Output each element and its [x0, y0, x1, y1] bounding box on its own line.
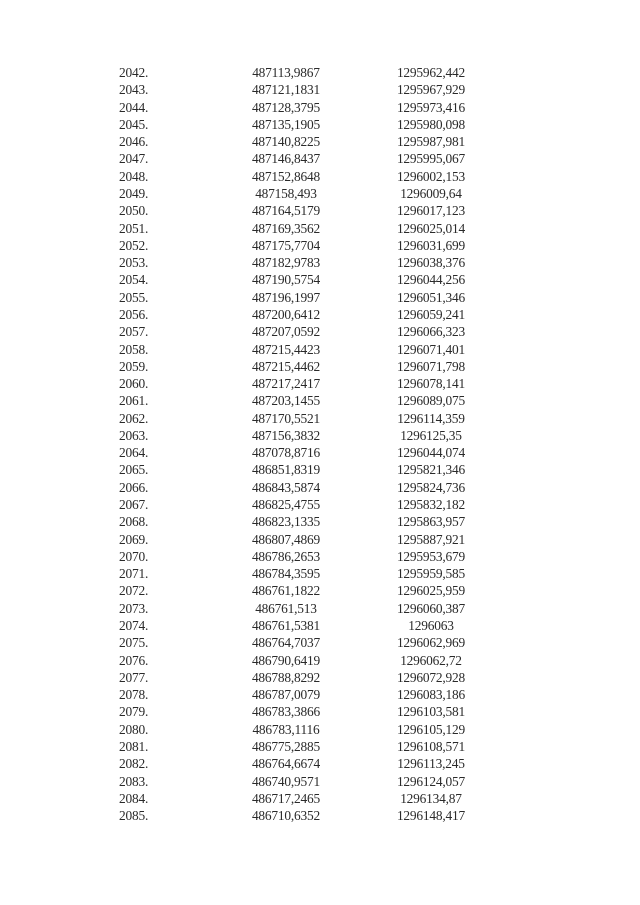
x-coordinate-cell: 487113,9867: [252, 65, 320, 80]
y-coordinate-cell: 1296089,075: [396, 393, 466, 409]
x-coordinate-cell: 486843,5874: [251, 479, 321, 495]
table-row: [112, 738, 501, 755]
point-number-cell: 2042.: [119, 65, 149, 80]
point-number-cell: 2083.: [119, 773, 149, 789]
table-row: [112, 686, 501, 703]
point-number-cell: 2049.: [119, 185, 149, 201]
point-number-cell: 2047.: [119, 151, 149, 167]
y-coordinate-cell: 1296025,014: [396, 220, 466, 236]
x-coordinate-cell: 486823,1335: [251, 514, 321, 530]
table-row: [112, 410, 501, 427]
y-coordinate-cell: 1296051,346: [396, 289, 466, 305]
point-number-cell: 2051.: [119, 220, 149, 236]
y-coordinate-cell: 1295953,679: [396, 548, 466, 564]
y-coordinate-cell: 1296025,959: [396, 583, 466, 599]
point-number-cell: 2067.: [119, 497, 149, 513]
table-row: [112, 807, 501, 824]
x-coordinate-cell: 486710,6352: [251, 808, 321, 824]
y-coordinate-cell: 1295995,067: [396, 151, 466, 167]
y-coordinate-cell: 1295987,981: [396, 134, 466, 150]
y-coordinate-cell: 1295824,736: [396, 479, 466, 495]
x-coordinate-cell: 487164,5179: [251, 203, 321, 219]
table-row: [112, 116, 501, 133]
y-coordinate-cell: 1295863,957: [396, 514, 466, 530]
x-coordinate-cell: 486764,7037: [251, 635, 321, 651]
y-coordinate-cell: 1296078,141: [396, 376, 466, 392]
point-number-cell: 2048.: [119, 168, 149, 184]
x-coordinate-cell: 487121,1831: [251, 82, 321, 98]
table-row: [112, 271, 501, 288]
point-number-cell: 2080.: [119, 721, 149, 737]
x-coordinate-cell: 486784,3595: [251, 566, 321, 582]
point-number-cell: 2068.: [119, 514, 149, 530]
y-coordinate-cell: 1296044,256: [396, 272, 466, 288]
x-coordinate-cell: 487203,1455: [251, 393, 321, 409]
table-row: [112, 773, 501, 790]
table-row: [112, 790, 501, 807]
point-number-cell: 2063.: [119, 427, 149, 443]
x-coordinate-cell: 486783,3866: [251, 704, 321, 720]
x-coordinate-cell: 487140,8225: [251, 134, 321, 150]
x-coordinate-cell: 487215,4423: [251, 341, 321, 357]
x-coordinate-cell: 486851,8319: [251, 462, 321, 478]
y-coordinate-cell: 1295887,921: [396, 531, 466, 547]
table-row: [112, 220, 501, 237]
x-coordinate-cell: 486761,5381: [251, 618, 321, 633]
table-row: [112, 133, 501, 150]
x-coordinate-cell: 487207,0592: [251, 324, 321, 340]
y-coordinate-cell: 1296017,123: [396, 203, 466, 219]
x-coordinate-cell: 486788,8292: [251, 669, 321, 685]
point-number-cell: 2072.: [119, 583, 149, 599]
point-number-cell: 2046.: [119, 134, 149, 150]
y-coordinate-cell: 1296002,153: [396, 168, 466, 184]
point-number-cell: 2059.: [119, 358, 149, 374]
x-coordinate-cell: 486761,1822: [251, 583, 321, 599]
table-row: [112, 634, 501, 651]
point-number-cell: 2054.: [119, 272, 149, 288]
table-row: [112, 496, 501, 513]
y-coordinate-cell: 1296063: [408, 618, 454, 633]
y-coordinate-cell: 1296044,074: [396, 445, 466, 461]
table-row: [112, 289, 501, 306]
table-row: [112, 427, 501, 444]
table-row: [112, 375, 501, 392]
y-coordinate-cell: 1296038,376: [396, 255, 466, 271]
point-number-cell: 2050.: [119, 203, 149, 219]
x-coordinate-cell: 487156,3832: [251, 427, 321, 443]
x-coordinate-cell: 486761,513: [255, 600, 317, 616]
y-coordinate-cell: 1296066,323: [396, 324, 466, 340]
point-number-cell: 2045.: [119, 116, 149, 132]
x-coordinate-cell: 487169,3562: [251, 220, 321, 236]
x-coordinate-cell: 486786,2653: [251, 548, 321, 564]
y-coordinate-cell: 1296113,245: [397, 756, 465, 772]
coordinates-table: [112, 64, 501, 824]
x-coordinate-cell: 487175,7704: [251, 237, 321, 253]
point-number-cell: 2079.: [119, 704, 149, 720]
y-coordinate-cell: 1296062,969: [396, 635, 466, 651]
y-coordinate-cell: 1296071,798: [396, 358, 466, 374]
y-coordinate-cell: 1295973,416: [396, 99, 466, 115]
x-coordinate-cell: 487200,6412: [251, 306, 321, 322]
x-coordinate-cell: 487135,1905: [251, 116, 321, 132]
table-row: [112, 444, 501, 461]
y-coordinate-cell: 1296124,057: [396, 773, 466, 789]
point-number-cell: 2082.: [119, 756, 149, 772]
x-coordinate-cell: 487170,5521: [251, 410, 321, 426]
table-row: [112, 185, 501, 202]
point-number-cell: 2081.: [119, 738, 149, 754]
y-coordinate-cell: 1295962,442: [396, 65, 466, 80]
point-number-cell: 2070.: [119, 548, 149, 564]
table-row: [112, 254, 501, 271]
table-row: [112, 306, 501, 323]
y-coordinate-cell: 1296125,35: [400, 427, 462, 443]
table-row: [112, 652, 501, 669]
y-coordinate-cell: 1296114,359: [397, 410, 465, 426]
y-coordinate-cell: 1296009,64: [400, 185, 462, 201]
table-row: [112, 323, 501, 340]
x-coordinate-cell: 487217,2417: [251, 376, 321, 392]
point-number-cell: 2078.: [119, 687, 149, 703]
point-number-cell: 2056.: [119, 306, 149, 322]
point-number-cell: 2069.: [119, 531, 149, 547]
point-number-cell: 2058.: [119, 341, 149, 357]
table-row: [112, 64, 501, 81]
table-row: [112, 81, 501, 98]
table-row: [112, 531, 501, 548]
y-coordinate-cell: 1295832,182: [396, 497, 466, 513]
y-coordinate-cell: 1295980,098: [396, 116, 466, 132]
y-coordinate-cell: 1296062,72: [400, 652, 462, 668]
table-row: [112, 565, 501, 582]
x-coordinate-cell: 486790,6419: [251, 652, 321, 668]
point-number-cell: 2060.: [119, 376, 149, 392]
table-row: [112, 582, 501, 599]
table-row: [112, 392, 501, 409]
x-coordinate-cell: 487146,8437: [251, 151, 321, 167]
y-coordinate-cell: 1296134,87: [400, 790, 462, 806]
y-coordinate-cell: 1296105,129: [396, 721, 466, 737]
x-coordinate-cell: 487215,4462: [251, 358, 321, 374]
x-coordinate-cell: 487190,5754: [251, 272, 321, 288]
y-coordinate-cell: 1296059,241: [396, 306, 466, 322]
table-row: [112, 461, 501, 478]
point-number-cell: 2066.: [119, 479, 149, 495]
table-row: [112, 703, 501, 720]
point-number-cell: 2075.: [119, 635, 149, 651]
x-coordinate-cell: 487196,1997: [251, 289, 321, 305]
table-row: [112, 202, 501, 219]
y-coordinate-cell: 1295959,585: [396, 566, 466, 582]
point-number-cell: 2043.: [119, 82, 149, 98]
x-coordinate-cell: 486787,0079: [251, 687, 321, 703]
point-number-cell: 2077.: [119, 669, 149, 685]
table-row: [112, 479, 501, 496]
y-coordinate-cell: 1296031,699: [396, 237, 466, 253]
table-row: [112, 600, 501, 617]
table-row: [112, 755, 501, 772]
y-coordinate-cell: 1296072,928: [396, 669, 466, 685]
table-row: [112, 237, 501, 254]
point-number-cell: 2061.: [119, 393, 149, 409]
point-number-cell: 2071.: [119, 566, 149, 582]
y-coordinate-cell: 1295967,929: [396, 82, 466, 98]
point-number-cell: 2064.: [119, 445, 149, 461]
y-coordinate-cell: 1296148,417: [396, 808, 466, 824]
y-coordinate-cell: 1296108,571: [396, 738, 466, 754]
point-number-cell: 2076.: [119, 652, 149, 668]
x-coordinate-cell: 487128,3795: [251, 99, 321, 115]
y-coordinate-cell: 1296083,186: [396, 687, 466, 703]
table-row: [112, 99, 501, 116]
x-coordinate-cell: 486740,9571: [251, 773, 321, 789]
x-coordinate-cell: 486764,6674: [251, 756, 321, 772]
y-coordinate-cell: 1296071,401: [396, 341, 466, 357]
point-number-cell: 2085.: [119, 808, 149, 824]
table-row: [112, 341, 501, 358]
table-row: [112, 168, 501, 185]
x-coordinate-cell: 486783,1116: [252, 721, 320, 737]
point-number-cell: 2062.: [119, 410, 149, 426]
table-row: [112, 150, 501, 167]
x-coordinate-cell: 487182,9783: [251, 255, 321, 271]
table-row: [112, 617, 501, 634]
table-row: [112, 548, 501, 565]
table-row: [112, 513, 501, 530]
x-coordinate-cell: 487152,8648: [251, 168, 321, 184]
table-row: [112, 358, 501, 375]
coordinates-table-body: [112, 64, 501, 824]
point-number-cell: 2065.: [119, 462, 149, 478]
x-coordinate-cell: 486717,2465: [251, 790, 321, 806]
table-row: [112, 721, 501, 738]
point-number-cell: 2053.: [119, 255, 149, 271]
x-coordinate-cell: 486775,2885: [251, 738, 321, 754]
x-coordinate-cell: 486825,4755: [251, 497, 321, 513]
y-coordinate-cell: 1295821,346: [396, 462, 466, 478]
point-number-cell: 2084.: [119, 790, 149, 806]
point-number-cell: 2073.: [119, 600, 149, 616]
x-coordinate-cell: 487158,493: [255, 185, 317, 201]
point-number-cell: 2055.: [119, 289, 149, 305]
point-number-cell: 2074.: [119, 618, 149, 633]
y-coordinate-cell: 1296103,581: [396, 704, 466, 720]
x-coordinate-cell: 486807,4869: [251, 531, 321, 547]
table-row: [112, 669, 501, 686]
point-number-cell: 2052.: [119, 237, 149, 253]
x-coordinate-cell: 487078,8716: [251, 445, 321, 461]
point-number-cell: 2044.: [119, 99, 149, 115]
point-number-cell: 2057.: [119, 324, 149, 340]
y-coordinate-cell: 1296060,387: [396, 600, 466, 616]
